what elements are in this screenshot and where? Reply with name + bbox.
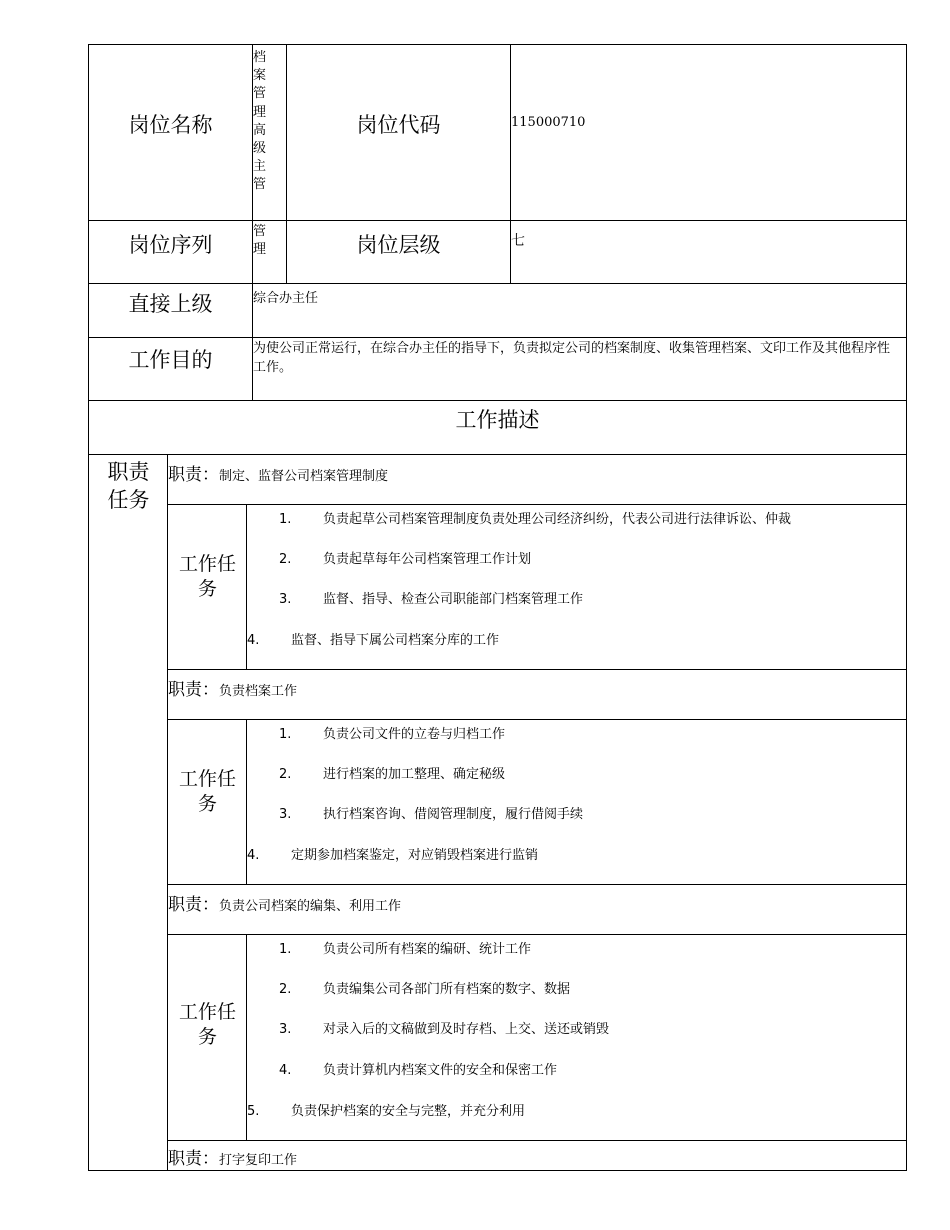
superior-label: 直接上级 (128, 292, 213, 316)
duty-2: 职责：负责档案工作 (168, 680, 298, 700)
post-name-value-cell (252, 44, 287, 221)
post-seq-value: 管理 (253, 224, 267, 258)
task-2-item-1: 1. 负责公司文件的立卷与归档工作 (279, 727, 506, 742)
post-level-value: 七 (511, 233, 525, 249)
duties-side-label: 职责任务 (107, 460, 150, 512)
duty-1-text: 制定、监督公司档案管理制度 (219, 469, 389, 484)
duty-1-cell (167, 454, 907, 505)
post-name-label-cell (88, 44, 253, 221)
task-1-list-cell (246, 504, 907, 670)
post-code-label: 岗位代码 (356, 113, 441, 137)
purpose-value-cell (252, 337, 907, 401)
superior-value-cell (252, 283, 907, 338)
task-3-item-2: 2. 负责编集公司各部门所有档案的数字、数据 (279, 982, 571, 997)
task-3-label-cell (167, 934, 247, 1141)
task-3-list-cell (246, 934, 907, 1141)
task-1-item-2: 2. 负责起草每年公司档案管理工作计划 (279, 552, 532, 567)
task-3-item-1: 1. 负责公司所有档案的编研、统计工作 (279, 942, 532, 957)
superior-value: 综合办主任 (253, 291, 319, 306)
purpose-label-cell (88, 337, 253, 401)
post-code-label-cell (286, 44, 511, 221)
task-2-item-3: 3. 执行档案咨询、借阅管理制度，履行借阅手续 (279, 807, 584, 822)
duty-4-cell (167, 1140, 907, 1171)
post-name-label: 岗位名称 (128, 113, 213, 137)
post-seq-value-cell (252, 220, 287, 284)
post-name-value: 档案管理高级主管 (253, 50, 267, 193)
post-code-value-cell (510, 44, 907, 221)
purpose-label: 工作目的 (128, 348, 213, 372)
job-description-table (88, 44, 907, 1171)
task-1-label-cell (167, 504, 247, 670)
duty-2-cell (167, 669, 907, 720)
task-1-item-4: 4. 监督、指导下属公司档案分库的工作 (247, 633, 500, 648)
duty-4: 职责：打字复印工作 (168, 1149, 298, 1169)
duty-3-text: 负责公司档案的编集、利用工作 (219, 899, 402, 914)
post-seq-label-cell (88, 220, 253, 284)
duty-4-text: 打字复印工作 (219, 1153, 298, 1168)
purpose-value: 为使公司正常运行，在综合办主任的指导下，负责拟定公司的档案制度、收集管理档案、文印工作及其他程序性工作。 (253, 341, 891, 375)
task-1-item-1: 1. 负责起草公司档案管理制度负责处理公司经济纠纷，代表公司进行法律诉讼、仲裁 (279, 512, 792, 527)
duty-3-cell (167, 884, 907, 935)
task-2-list-cell (246, 719, 907, 885)
duty-prefix: 职责： (168, 465, 219, 485)
description-title: 工作描述 (455, 408, 540, 432)
duty-3: 职责：负责公司档案的编集、利用工作 (168, 895, 402, 915)
task-2-label: 工作任务 (178, 768, 236, 815)
post-level-label: 岗位层级 (356, 233, 441, 257)
task-3-item-3: 3. 对录入后的文稿做到及时存档、上交、送还或销毁 (279, 1022, 610, 1037)
task-3-label: 工作任务 (178, 1001, 236, 1048)
duties-side-cell (88, 454, 168, 1171)
post-code-value: 115000710 (511, 115, 586, 130)
task-2-item-2: 2. 进行档案的加工整理、确定秘级 (279, 767, 506, 782)
task-1-item-3: 3. 监督、指导、检查公司职能部门档案管理工作 (279, 592, 584, 607)
task-1-label: 工作任务 (178, 553, 236, 600)
post-seq-label: 岗位序列 (128, 233, 213, 257)
description-title-cell (88, 400, 907, 455)
task-2-label-cell (167, 719, 247, 885)
task-3-item-4: 4. 负责计算机内档案文件的安全和保密工作 (279, 1063, 558, 1078)
task-3-item-5: 5. 负责保护档案的安全与完整，并充分利用 (247, 1104, 526, 1119)
duty-2-text: 负责档案工作 (219, 684, 298, 699)
task-2-item-4: 4. 定期参加档案鉴定，对应销毁档案进行监销 (247, 848, 539, 863)
post-level-label-cell (286, 220, 511, 284)
duty-1 (168, 460, 388, 485)
superior-label-cell (88, 283, 253, 338)
post-level-value-cell (510, 220, 907, 284)
